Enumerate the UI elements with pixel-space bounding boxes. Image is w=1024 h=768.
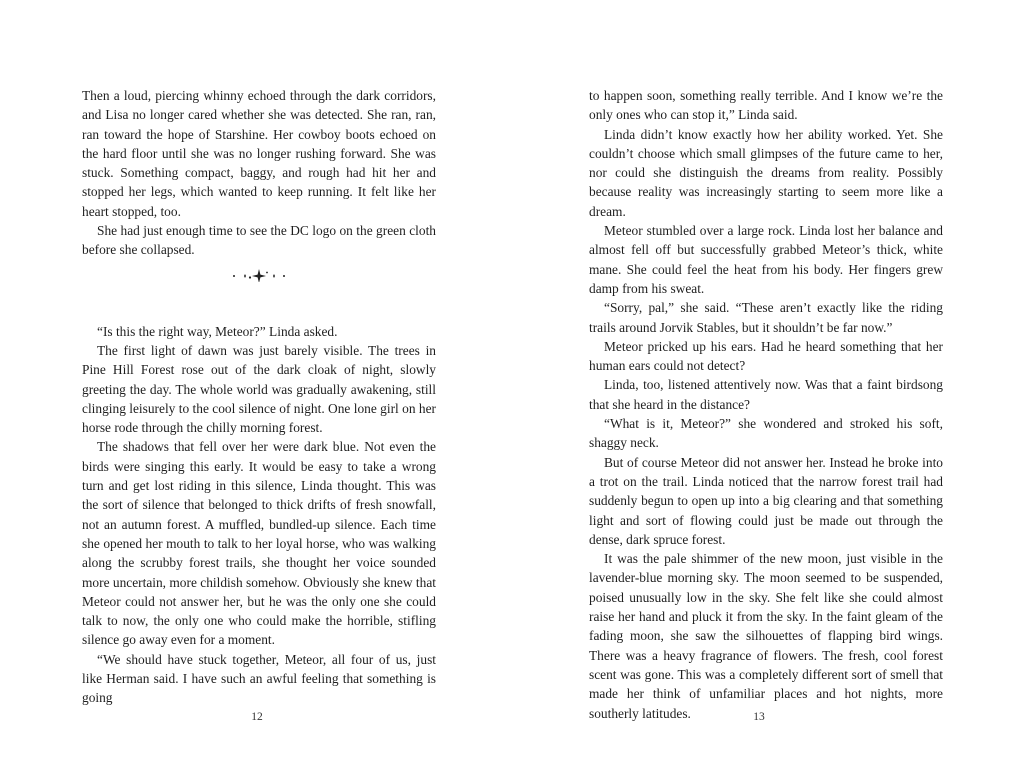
- paragraph: “Is this the right way, Meteor?” Linda asked.: [97, 323, 338, 339]
- paragraph: “Sorry, pal,” she said. “These aren’t exactly like the riding trails around Jorvik Stables, but it shouldn’t be far now.”: [589, 300, 943, 335]
- paragraph: Linda, too, listened attentively now. Was that a faint birdsong that she heard in the distance?: [589, 377, 943, 412]
- page-number: 12: [251, 711, 263, 723]
- paragraph: “What is it, Meteor?” she wondered and stroked his soft, shaggy neck.: [589, 416, 943, 451]
- paragraph: She had just enough time to see the DC logo on the green cloth before she collapsed.: [82, 223, 436, 258]
- paragraph: to happen soon, something really terrible. And I know we’re the only ones who can stop it,” Linda said.: [589, 88, 943, 123]
- paragraph: Meteor pricked up his ears. Had he heard something that her human ears could not detect?: [589, 338, 943, 374]
- sparkle-divider-icon: [231, 268, 287, 282]
- paragraph: “We should have stuck together, Meteor, all four of us, just like Herman said. I have such an awful feeling that something is going: [82, 651, 436, 706]
- paragraph: Meteor stumbled over a large rock. Linda lost her balance and almost fell off but successfully grabbed Meteor’s thick, white mane. She could feel the heat from his body. Her fingers grew damp from his sweat.: [589, 223, 943, 296]
- paragraph: The first light of dawn was just barely visible. The trees in Pine Hill Forest rose out of the dark cloak of night, slowly greeting the day. The whole world was gradually awakening, still clinging leisurely to the cool silence of night. One lone girl on her horse rode through the chilly morning forest.: [82, 342, 436, 436]
- scene-two: [82, 322, 436, 708]
- paragraph: It was the pale shimmer of the new moon, just visible in the lavender-blue morning sky. The moon seemed to be suspended, poised unusually low in the sky. She felt like she could almost raise her hand and pluck it from the sky. In the faint gleam of the fading moon, she saw the silhouettes of flapping bird wings. There was a heavy fragrance of flowers. The fresh, cool forest scent was gone. This was a completely different sort of smell that made her think of unfamiliar places and hot nights, more southerly latitudes.: [589, 551, 943, 721]
- left-page-text: [82, 86, 436, 708]
- paragraph: Linda didn’t know exactly how her ability worked. Yet. She couldn’t choose which small glimpses of the future came to her, nor could she distinguish the dreams from reality. Possibly because reality was increasingly starting to seem more like a dream.: [589, 126, 943, 219]
- paragraph: Then a loud, piercing whinny echoed through the dark corridors, and Lisa no longer cared whether she was detected. She ran, ran, ran toward the hope of Starshine. Her cowboy boots echoed on the hard floor until she was no longer rushing forward. She was stuck. Something compact, baggy, and rough had hit her and stopped her legs, which wanted to keep running. It felt like her heart stopped, too.: [82, 88, 436, 219]
- paragraph: The shadows that fell over her were dark blue. Not even the birds were singing this early. It would be easy to take a wrong turn and get lost riding in this silence, Linda thought. This was the sort of silence that belonged to thick drifts of fresh snowfall, not an autumn forest. A muffled, bundled-up silence. Each time she opened her mouth to talk to her loyal horse, who was walking along the scrubby forest trails, she thought her voice sounded more uncertain, more childish somehow. Obviously she knew that Meteor could not answer her, but he was the only one she could talk to now, the only one who could make the horrible, stifling silence go away even for a moment.: [82, 439, 436, 648]
- right-page-text: [589, 86, 943, 723]
- right-page: [512, 0, 1024, 768]
- page-number: 13: [753, 711, 765, 723]
- paragraph: But of course Meteor did not answer her. Instead he broke into a trot on the trail. Linda noticed that the narrow forest trail had suddenly begun to open up into a big clearing and that something light and sort of flowing could just be made out through the dense, dark spruce forest.: [589, 454, 943, 547]
- section-break: [82, 260, 436, 316]
